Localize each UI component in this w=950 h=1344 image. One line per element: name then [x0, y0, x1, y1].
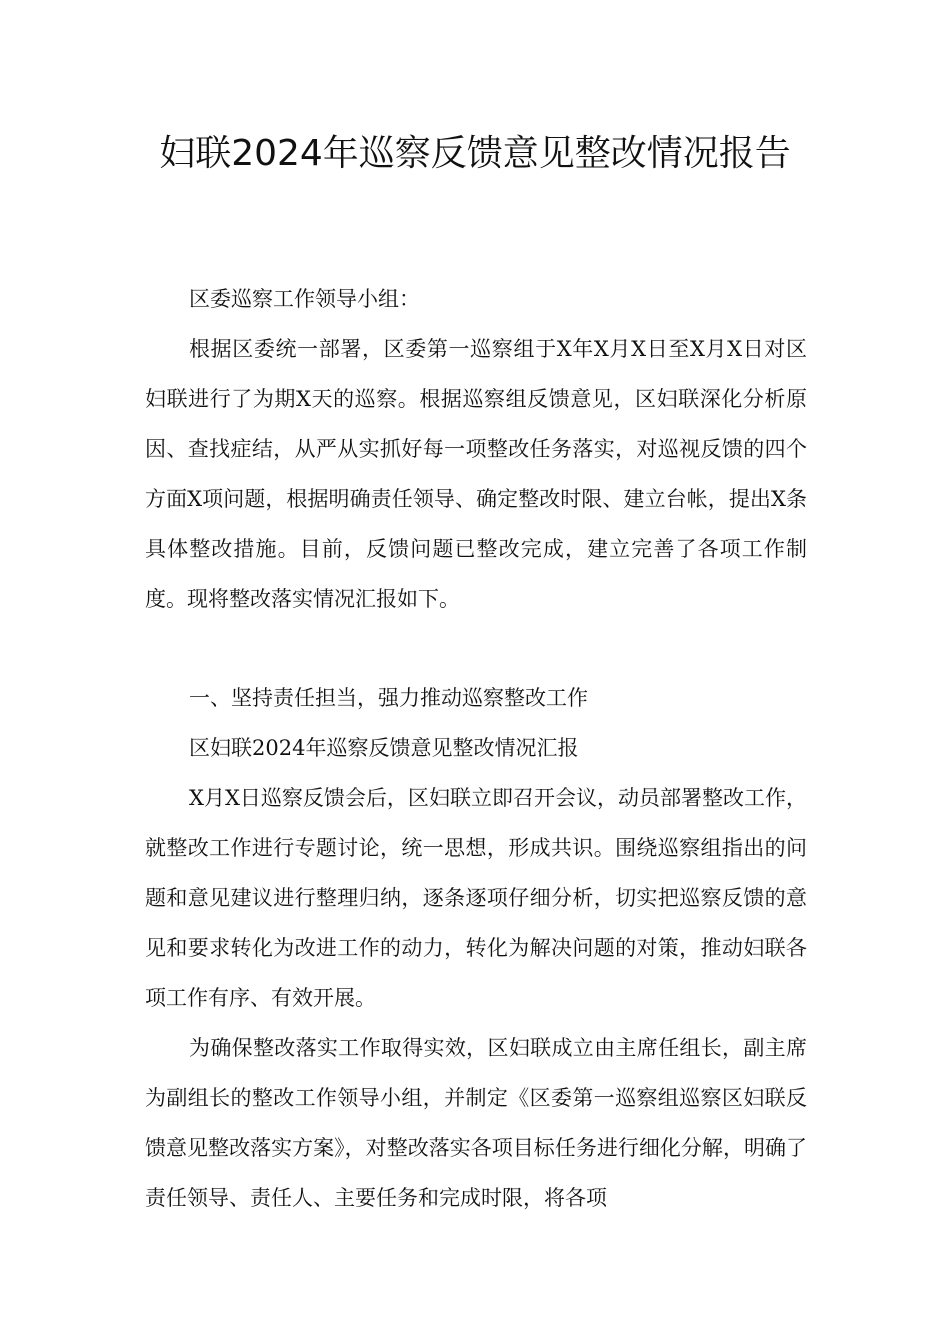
- document-title: 妇联2024年巡察反馈意见整改情况报告: [159, 133, 791, 174]
- salutation: 区委巡察工作领导小组：: [189, 287, 420, 311]
- section-subtitle: 区妇联2024年巡察反馈意见整改情况汇报: [189, 736, 579, 760]
- section-heading: 一、坚持责任担当，强力推动巡察整改工作: [189, 686, 588, 710]
- intro-paragraph: 根据区委统一部署，区委第一巡察组于X年X月X日至X月X日对区妇联进行了为期X天的巡察。根据巡察组反馈意见，区妇联深化分析原因、查找症结，从严从实抓好每一项整改任务落实，对巡视反馈的四个方面X项问题，根据明确责任领导、确定整改时限、建立台帐，提出X条具体整改措施。目前，反馈问题已整改完成，建立完善了各项工作制度。现将整改落实情况汇报如下。: [145, 337, 807, 611]
- section-paragraph-1: X月X日巡察反馈会后，区妇联立即召开会议，动员部署整改工作，就整改工作进行专题讨论，统一思想，形成共识。围绕巡察组指出的问题和意见建议进行整理归纳，逐条逐项仔细分析，切实把巡察反馈的意见和要求转化为改进工作的动力，转化为解决问题的对策，推动妇联各项工作有序、有效开展。: [145, 786, 807, 1010]
- section-paragraph-2: 为确保整改落实工作取得实效，区妇联成立由主席任组长，副主席为副组长的整改工作领导小组，并制定《区委第一巡察组巡察区妇联反馈意见整改落实方案》，对整改落实各项目标任务进行细化分解，明确了责任领导、责任人、主要任务和完成时限，将各项: [145, 1036, 807, 1210]
